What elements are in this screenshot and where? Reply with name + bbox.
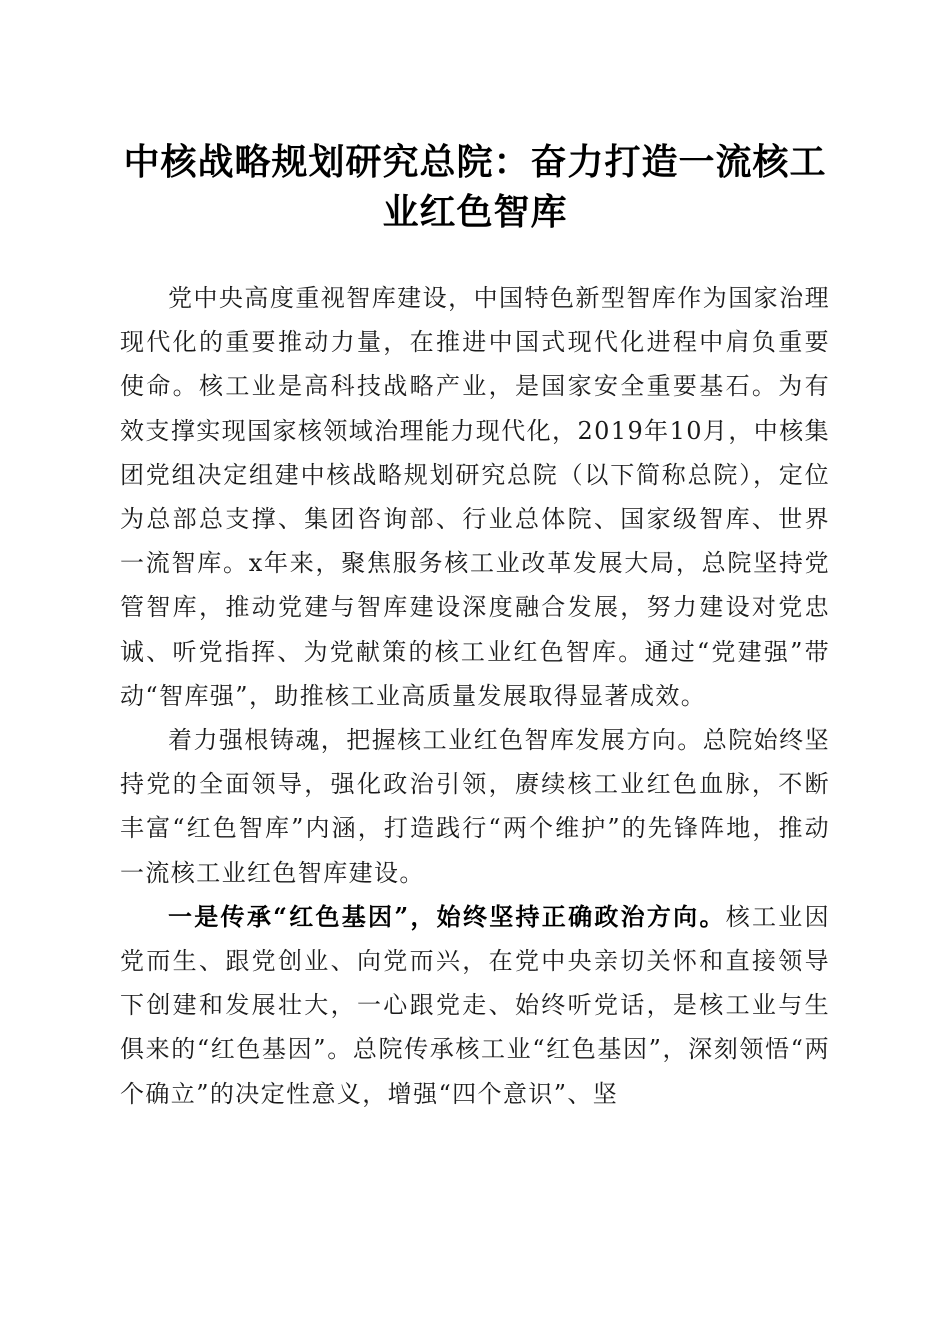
paragraph-lead: 一是传承“红色基因”，始终坚持正确政治方向。 (168, 901, 726, 931)
paragraph-root-soul (120, 718, 830, 895)
paragraph-red-gene (120, 895, 830, 1116)
paragraph-text: 核工业因党而生、跟党创业、向党而兴，在党中央亲切关怀和直接领导下创建和发展壮大，一心跟党走、始终听党话，是核工业与生俱来的“红色基因”。总院传承核工业“红色基因”，深刻领悟“两个确立”的决定性意义，增强“四个意识”、坚 (120, 902, 830, 1108)
document-body (120, 276, 830, 1116)
document-title: 中核战略规划研究总院：奋力打造一流核工业红色智库 (123, 141, 827, 233)
paragraph-text: 党中央高度重视智库建设，中国特色新型智库作为国家治理现代化的重要推动力量，在推进中国式现代化进程中肩负重要使命。核工业是高科技战略产业，是国家安全重要基石。为有效支撑实现国家核领域治理能力现代化，2019年10月，中核集团党组决定组建中核战略规划研究总院（以下简称总院），定位为总部总支撑、集团咨询部、行业总体院、国家级智库、世界一流智库。x年来，聚焦服务核工业改革发展大局，总院坚持党管智库，推动党建与智库建设深度融合发展，努力建设对党忠诚、听党指挥、为党献策的核工业红色智库。通过“党建强”带动“智库强”，助推核工业高质量发展取得显著成效。 (120, 284, 830, 710)
paragraph-text: 着力强根铸魂，把握核工业红色智库发展方向。总院始终坚持党的全面领导，强化政治引领，赓续核工业红色血脉，不断丰富“红色智库”内涵，打造践行“两个维护”的先锋阵地，推动一流核工业红色智库建设。 (120, 726, 830, 887)
paragraph-intro (120, 276, 830, 718)
